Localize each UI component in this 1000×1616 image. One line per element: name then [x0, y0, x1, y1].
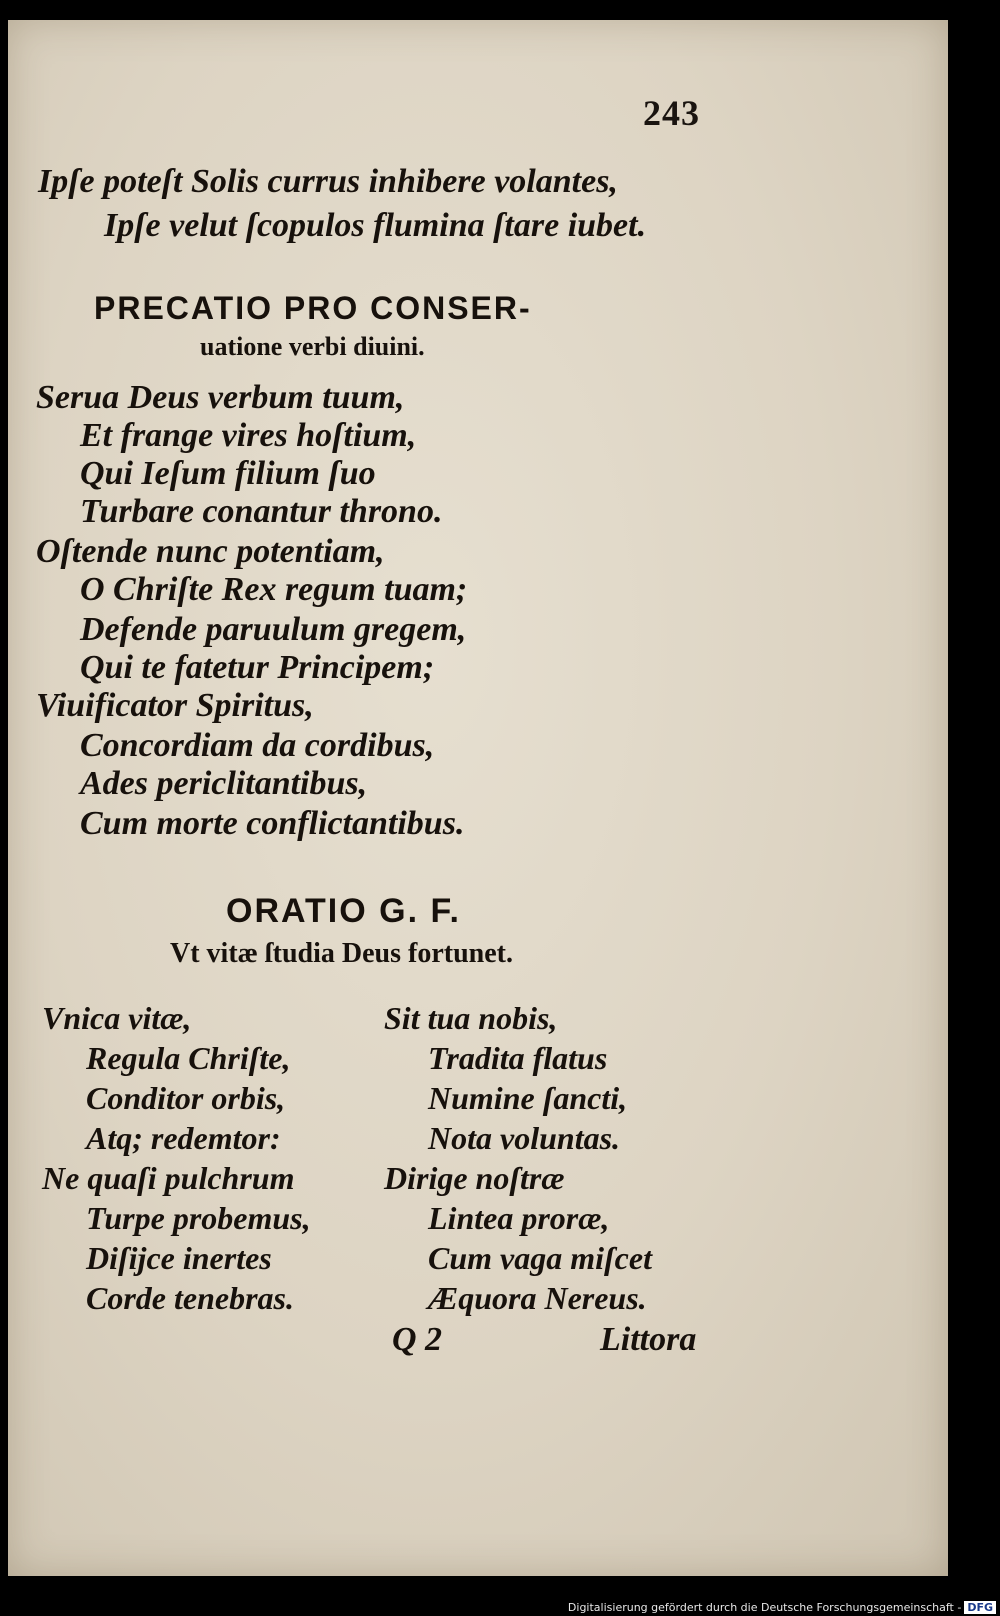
- precatio-line-12: Cum morte conflictantibus.: [80, 805, 465, 842]
- oratio-right-line-7: Cum vaga miſcet: [428, 1240, 652, 1276]
- precatio-line-11: Ades periclitantibus,: [80, 765, 368, 802]
- opening-line-2: Ipſe velut ſcopulos flumina ſtare iubet.: [104, 207, 647, 244]
- precatio-line-2: Et frange vires hoſtium,: [80, 417, 417, 454]
- oratio-left-line-1: Vnica vitæ,: [42, 1000, 192, 1036]
- precatio-line-5: Oſtende nunc potentiam,: [36, 533, 385, 570]
- oratio-right-line-2: Tradita flatus: [428, 1040, 608, 1076]
- oratio-right-column: [384, 998, 652, 1318]
- oratio-left-line-5: Ne quaſi pulchrum: [42, 1160, 295, 1196]
- precatio-line-8: Qui te fatetur Principem;: [80, 649, 435, 686]
- precatio-line-10: Concordiam da cordibus,: [80, 727, 435, 764]
- opening-line-1: Ipſe poteſt Solis currus inhibere volantes,: [38, 163, 618, 200]
- oratio-left-line-3: Conditor orbis,: [86, 1080, 286, 1116]
- oratio-right-line-5: Dirige noſtræ: [384, 1160, 565, 1196]
- oratio-left-line-2: Regula Chriſte,: [86, 1040, 291, 1076]
- signature-mark: Q 2: [392, 1321, 443, 1358]
- oratio-left-line-4: Atq; redemtor:: [86, 1120, 281, 1156]
- oratio-left-line-8: Corde tenebras.: [86, 1280, 294, 1316]
- oratio-right-line-6: Lintea proræ,: [428, 1200, 610, 1236]
- oratio-subtitle: Vt vitæ ſtudia Deus fortunet.: [170, 938, 513, 969]
- precatio-line-1: Serua Deus verbum tuum,: [36, 379, 405, 416]
- precatio-title: PRECATIO PRO CONSER-: [94, 290, 532, 326]
- oratio-left-column: [42, 998, 311, 1318]
- precatio-line-6: O Chriſte Rex regum tuam;: [80, 571, 468, 608]
- oratio-right-line-8: Æquora Nereus.: [428, 1280, 647, 1316]
- precatio-line-7: Defende paruulum gregem,: [80, 611, 467, 648]
- dfg-logo-badge: DFG: [964, 1601, 996, 1614]
- oratio-right-line-3: Numine ſancti,: [428, 1080, 628, 1116]
- page-number: 243: [643, 93, 700, 133]
- oratio-left-line-7: Diſijce inertes: [86, 1240, 272, 1276]
- book-page: [8, 20, 948, 1576]
- oratio-right-line-1: Sit tua nobis,: [384, 1000, 558, 1036]
- oratio-right-line-4: Nota voluntas.: [428, 1120, 621, 1156]
- digitization-footer: [568, 1601, 996, 1614]
- oratio-left-line-6: Turpe probemus,: [86, 1200, 311, 1236]
- precatio-line-9: Viuificator Spiritus,: [36, 687, 314, 724]
- precatio-line-3: Qui Ieſum filium ſuo: [80, 455, 376, 492]
- precatio-line-4: Turbare conantur throno.: [80, 493, 443, 530]
- precatio-subtitle: uatione verbi diuini.: [200, 332, 425, 361]
- catchword: Littora: [600, 1321, 697, 1358]
- oratio-title: ORATIO G. F.: [226, 892, 461, 930]
- footer-text: Digitalisierung gefördert durch die Deutsche Forschungsgemeinschaft -: [567, 1601, 962, 1614]
